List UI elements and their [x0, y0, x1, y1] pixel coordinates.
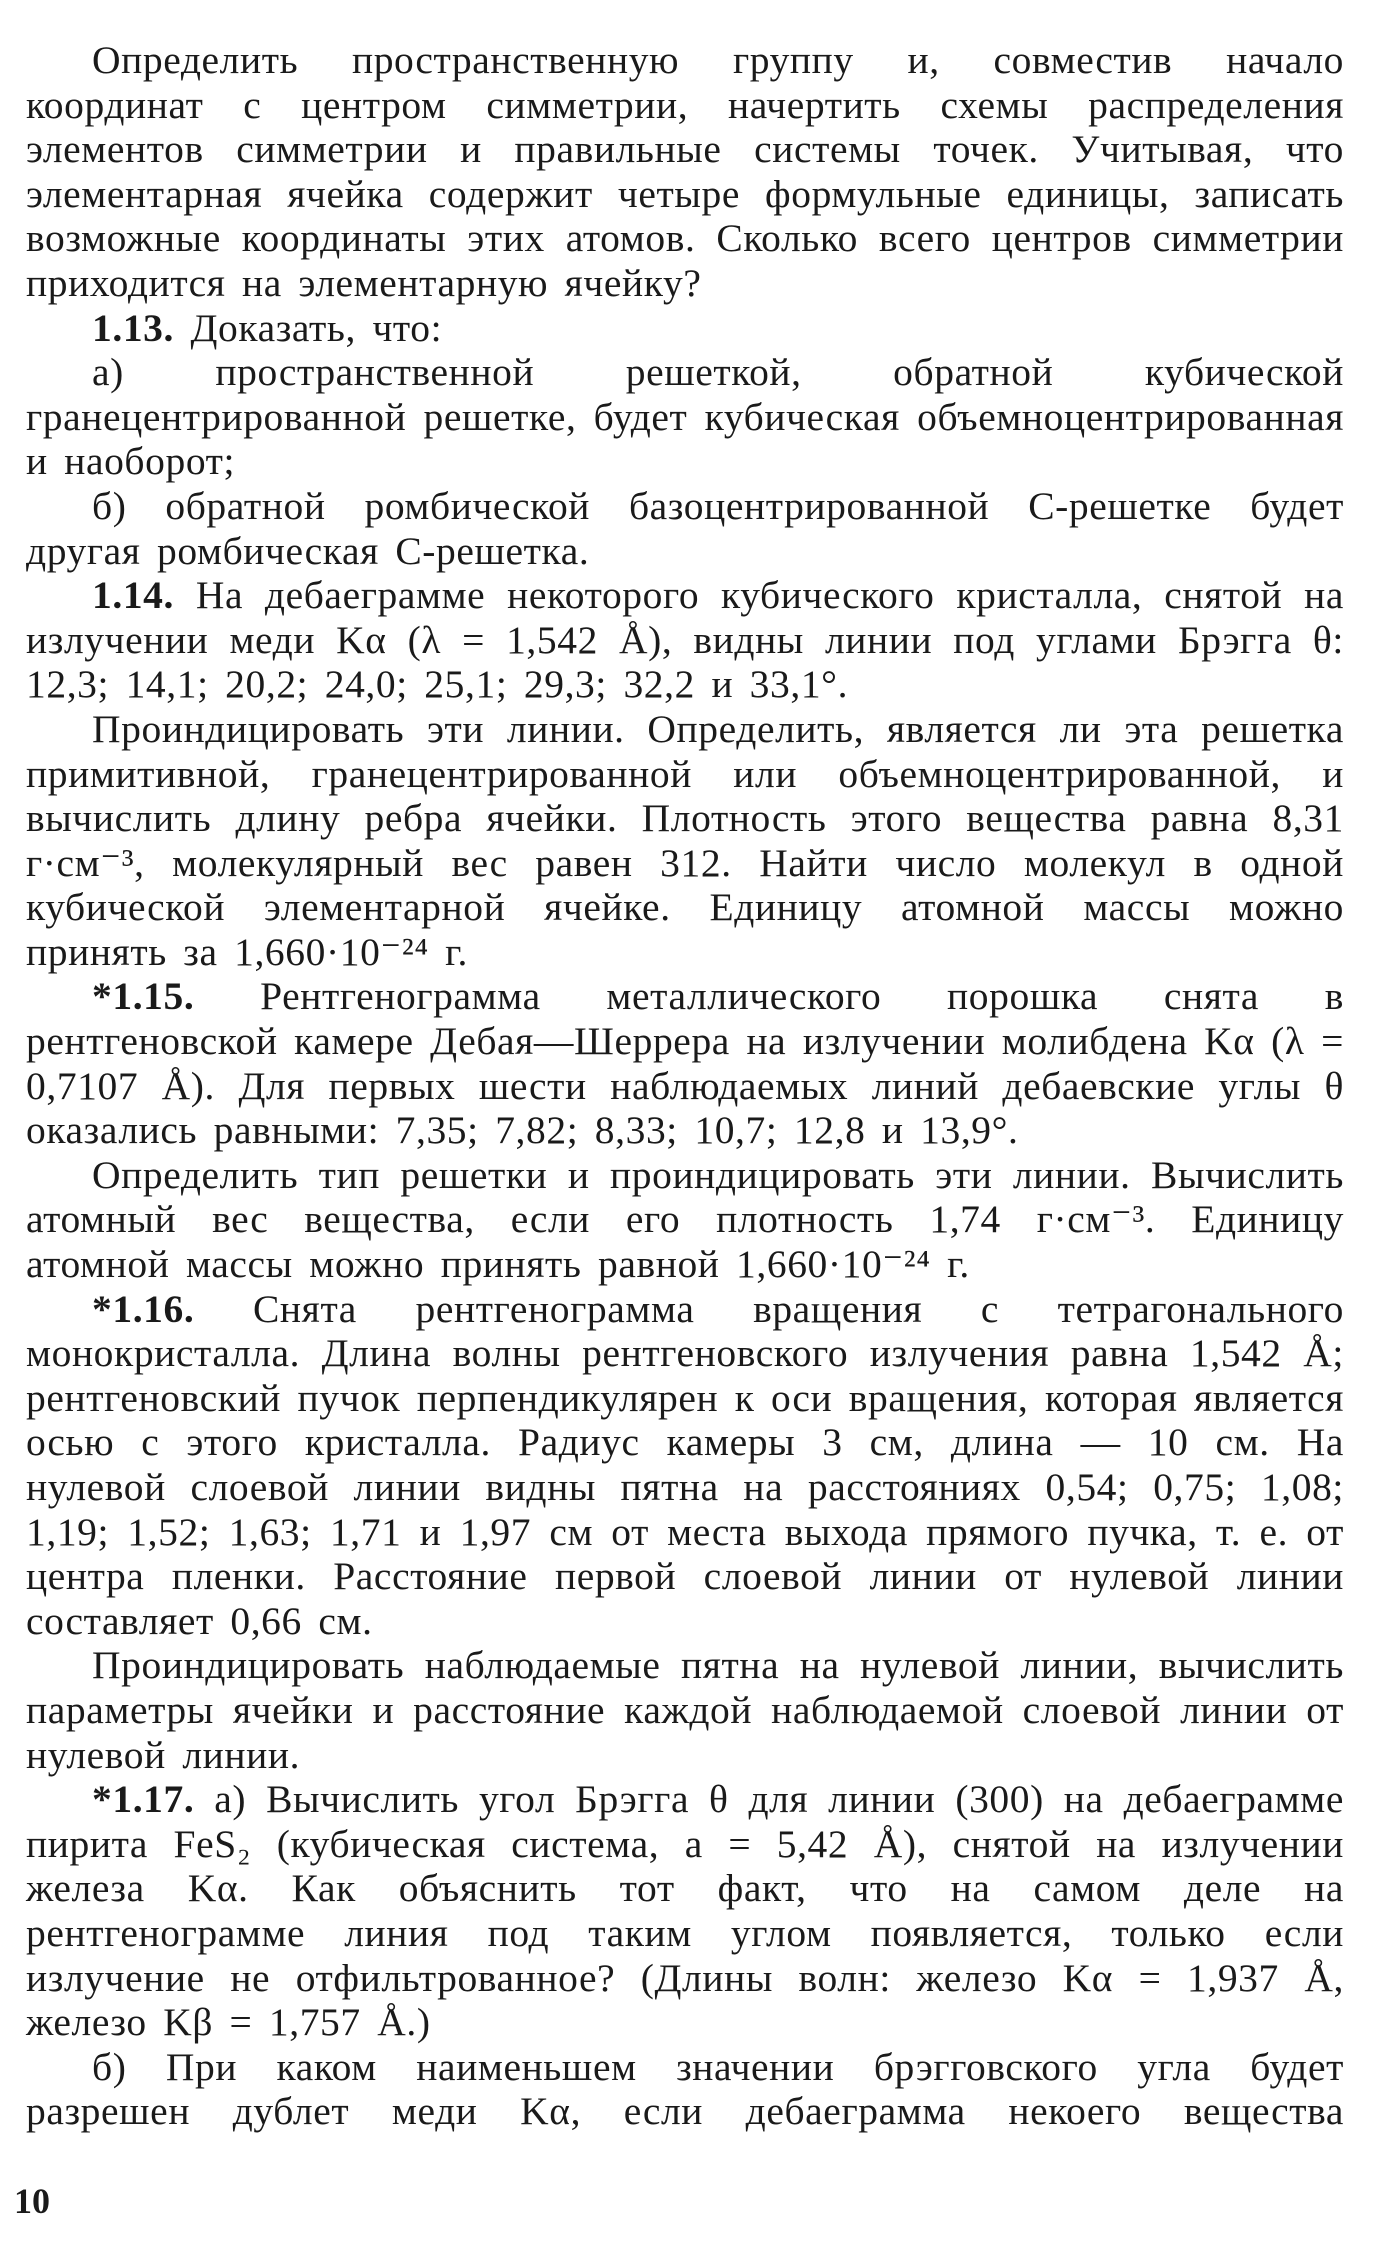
problem-number: *1.15. — [92, 974, 195, 1019]
paragraph-text: Рентгенограмма металлического порошка снята в рентгеновской камере Дебая—Шеррера на излучении молибдена Kα (λ = 0,7107 Å). Для первых шести наблюдаемых линий дебаевские углы θ оказались равными: 7,35; 7,82; 8,33; 10,7; 12,8 и 13,9°. — [26, 974, 1344, 1153]
paragraph-text: Проиндицировать наблюдаемые пятна на нулевой линии, вычислить параметры ячейки и расстояние каждой наблюдаемой слоевой линии от нулевой линии. — [26, 1643, 1344, 1777]
paragraph-text: б) обратной ромбической базоцентрированной C-решетке будет другая ромбическая C-решетка. — [26, 483, 1344, 573]
paragraph-text: На дебаеграмме некоторого кубического кристалла, снятой на излучении меди Kα (λ = 1,542 Å), видны линии под углами Брэгга θ: 12,3; 14,1; 20,2; 24,0; 25,1; 29,3; 32,2 и 33,1°. — [26, 573, 1344, 707]
problem-paragraph — [26, 974, 1344, 1152]
paragraph-text: Проиндицировать эти линии. Определить, является ли эта решетка примитивной, гранецентрированной или объемноцентрированной, и вычислить длину ребра ячейки. Плотность этого вещества равна 8,31 г·см⁻³, молекулярный вес равен 312. Найти число молекул в одной кубической элементарной ячейке. Единицу атомной массы можно принять за 1,660·10⁻²⁴ г. — [26, 706, 1344, 974]
paragraph — [26, 350, 1344, 484]
problem-number: *1.17. — [92, 1777, 195, 1822]
paragraph — [26, 707, 1344, 975]
paragraph-text: Определить тип решетки и проиндицировать эти линии. Вычислить атомный вес вещества, если его плотность 1,74 г·см⁻³. Единицу атомной массы можно принять равной 1,660·10⁻²⁴ г. — [26, 1152, 1344, 1287]
paragraph — [26, 1153, 1344, 1287]
problem-number: 1.13. — [92, 305, 174, 350]
paragraph-text: а) пространственной решеткой, обратной кубической гранецентрированной решетке, будет кубическая объемноцентрированная и наоборот; — [26, 350, 1344, 484]
paragraph — [26, 1643, 1344, 1777]
problem-number: *1.16. — [92, 1286, 195, 1331]
page-number: 10 — [14, 2181, 50, 2221]
paragraph-text: Снята рентгенограмма вращения с тетрагонального монокристалла. Длина волны рентгеновского излучения равна 1,542 Å; рентгеновский пучок перпендикулярен к оси вращения, которая является осью c этого кристалла. Радиус камеры 3 см, длина — 10 см. На нулевой слоевой линии видны пятна на расстояниях 0,54; 0,75; 1,08; 1,19; 1,52; 1,63; 1,71 и 1,97 см от места выхода прямого пучка, т. е. от центра пленки. Расстояние первой слоевой линии от нулевой линии составляет 0,66 см. — [26, 1286, 1344, 1643]
paragraph-text: Определить пространственную группу и, совместив начало координат с центром симметрии, начертить схемы распределения элементов симметрии и правильные системы точек. Учитывая, что элементарная ячейка содержит четыре формульные единицы, записать возможные координаты этих атомов. Сколько всего центров симметрии приходится на элементарную ячейку? — [26, 38, 1344, 305]
paragraph-text: б) При каком наименьшем значении брэгговского угла будет разрешен дублет меди Kα, если дебаеграмма некоего вещества — [26, 2044, 1344, 2134]
paragraph-text: а) Вычислить угол Брэгга θ для линии (300) на дебаеграмме пирита FeS₂ (кубическая система, a = 5,42 Å), снятой на излучении железа Kα. Как объяснить тот факт, что на самом деле на рентгенограмме линия под таким углом появляется, только если излучение не отфильтрованное? (Длины волн: железо Kα = 1,937 Å, железо Kβ = 1,757 Å.) — [26, 1777, 1344, 2045]
paragraph-text: Доказать, что: — [190, 305, 443, 350]
paragraph — [26, 2045, 1344, 2134]
problem-paragraph — [26, 1777, 1344, 2045]
problem-paragraph — [26, 1287, 1344, 1644]
paragraph — [26, 38, 1344, 306]
problem-number: 1.14. — [92, 573, 174, 618]
page-text — [26, 38, 1344, 2134]
paragraph — [26, 484, 1344, 573]
problem-paragraph — [26, 306, 1344, 351]
problem-paragraph — [26, 573, 1344, 707]
